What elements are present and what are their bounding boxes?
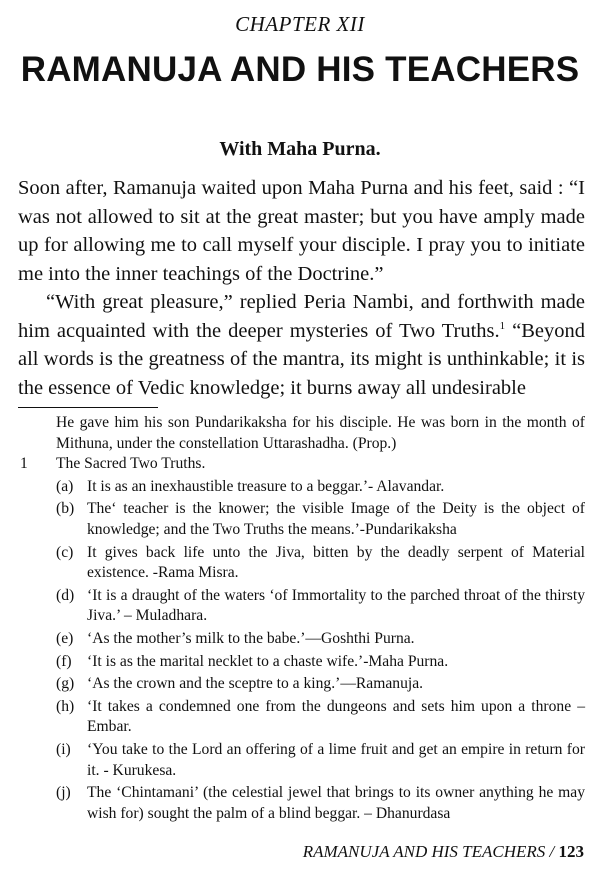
footnote-letter: (b): [56, 500, 75, 518]
footnote-item: [18, 783, 585, 824]
footnote-text: ‘As the mother’s milk to the babe.’—Goshthi Purna.: [87, 629, 415, 647]
page-number: 123: [558, 842, 584, 861]
footnote-text: The‘ teacher is the knower; the visible Image of the Deity is the object of knowledge; and the Two Truths the means.’-Pundarikaksha: [87, 500, 585, 538]
footnote-text: It is as an inexhaustible treasure to a beggar.’- Alavandar.: [87, 477, 445, 495]
running-footer: [303, 842, 584, 862]
footnote-item: [18, 697, 585, 738]
footnote-item: [18, 652, 585, 673]
footnote-text: ‘It takes a condemned one from the dungeons and sets him upon a throne – Embar.: [87, 697, 585, 736]
footnote-letter: (f): [56, 652, 72, 670]
footnote-text: It gives back life unto the Jiva, bitten by the deadly serpent of Material existence. -Rama Misra.: [87, 543, 585, 582]
paragraph: [18, 288, 585, 402]
footnote-text: The ‘Chintamani’ (the celestial jewel that brings to its owner anything he may wish for) sought the palm of a blind beggar. – Dhanurdasa: [87, 784, 585, 822]
chapter-label: CHAPTER XII: [235, 12, 365, 36]
footnote-letter: (c): [56, 543, 74, 561]
running-title: RAMANUJA AND HIS TEACHERS /: [302, 842, 559, 861]
footnote-item: [18, 477, 585, 498]
section-title: With Maha Purna.: [219, 138, 381, 160]
footnote-reference: 1: [499, 319, 506, 332]
footnote-letter: (d): [56, 586, 75, 604]
paragraph-text: “Beyond all words is the greatness of the mantra, its might is unthinkable; it is the essence of Vedic knowledge; it burns away all undesirable: [18, 319, 585, 399]
footnote-text: ‘It is as the marital necklet to a chaste wife.’-Maha Purna.: [87, 652, 449, 670]
footnote-item: [18, 586, 585, 627]
footnote-letter: (i): [56, 740, 71, 758]
footnote-continuation: He gave him his son Pundarikaksha for his disciple. He was born in the month of Mithuna, under the constellation Uttarashadha. (Prop.): [56, 414, 585, 452]
footnote-heading: [18, 454, 585, 475]
footnote-letter: (h): [56, 697, 75, 715]
footnote-item: [18, 499, 585, 540]
footnote-item: [18, 740, 585, 781]
chapter-title: RAMANUJA AND HIS TEACHERS: [20, 50, 580, 89]
footnote-rule: [18, 407, 158, 408]
footnote-letter: (a): [56, 477, 74, 495]
footnote-item: [18, 674, 585, 695]
footnote-item: [18, 543, 585, 584]
footnote-letter: (g): [56, 675, 75, 693]
footnote-title: The Sacred Two Truths.: [56, 455, 206, 473]
footnote-letter: (e): [56, 629, 74, 647]
footnotes: [18, 413, 585, 824]
body-text: [18, 174, 585, 402]
footnote-letter: (j): [56, 784, 71, 802]
footnote-text: ‘As the crown and the sceptre to a king.’—Ramanuja.: [87, 675, 424, 693]
paragraph-text: “With great pleasure,” replied Peria Nambi, and forthwith made him acquainted with the deeper mysteries of Two Truths.: [18, 291, 585, 342]
footnote-mark: 1: [20, 455, 28, 473]
footnote-text: ‘You take to the Lord an offering of a lime fruit and get an empire in return for it. - Kurukesa.: [87, 740, 585, 779]
footnote-item: [18, 629, 585, 650]
paragraph: Soon after, Ramanuja waited upon Maha Purna and his feet, said : “I was not allowed to sit at the great master; but you have amply made up for allowing me to call myself your disciple. I pray you to initiate me into the inner teachings of the Doctrine.”: [18, 177, 585, 285]
footnote-text: ‘It is a draught of the waters ‘of Immortality to the parched throat of the thirsty Jiva.’ – Muladhara.: [87, 586, 585, 625]
footnote-list: [18, 477, 585, 825]
